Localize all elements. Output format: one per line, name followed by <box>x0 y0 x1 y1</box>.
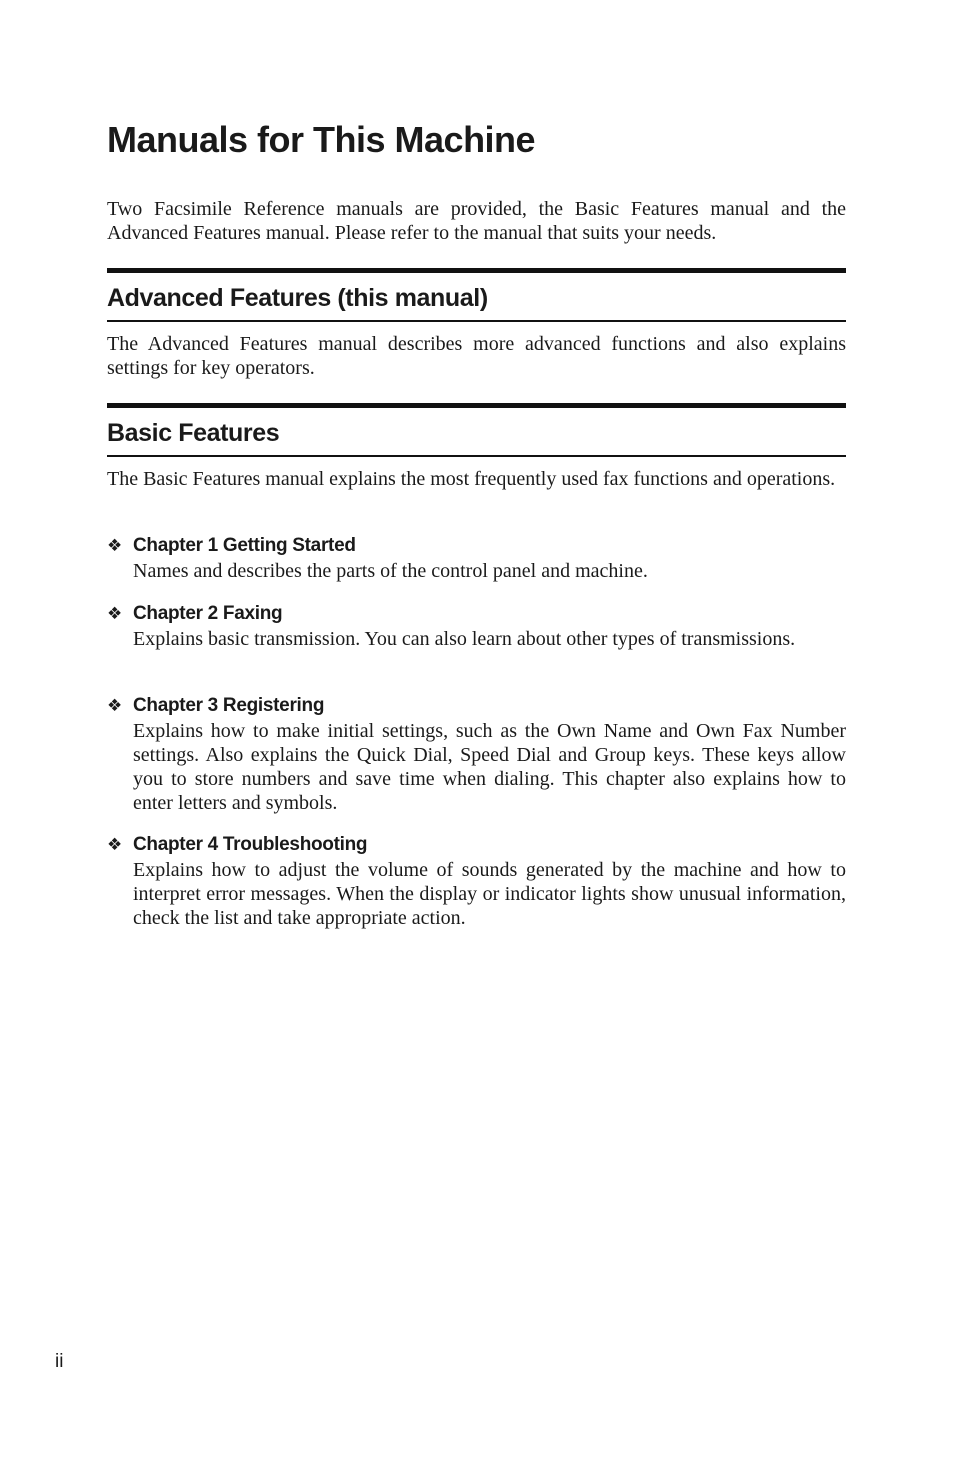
section-rule-bottom <box>107 320 846 322</box>
chapter-heading <box>107 693 846 719</box>
diamond-bullet-icon: ❖ <box>107 536 122 556</box>
section-heading-basic: Basic Features <box>107 419 280 447</box>
section-rule-top <box>107 268 846 273</box>
chapter-item <box>107 832 846 930</box>
page-title: Manuals for This Machine <box>107 119 536 160</box>
diamond-bullet-icon: ❖ <box>107 835 122 855</box>
section-heading-advanced: Advanced Features (this manual) <box>107 284 488 312</box>
chapter-item <box>107 693 846 815</box>
page-number: ii <box>55 1351 64 1372</box>
chapter-item <box>107 601 846 651</box>
chapter-title: Chapter 3 Registering <box>133 695 325 716</box>
diamond-bullet-icon: ❖ <box>107 604 122 624</box>
section-text-basic: The Basic Features manual explains the most frequently used fax functions and operations. <box>107 468 836 490</box>
chapter-heading <box>107 533 846 559</box>
chapter-description: Explains basic transmission. You can also learn about other types of transmissions. <box>133 628 796 650</box>
section-rule-top <box>107 403 846 408</box>
section-rule-bottom <box>107 455 846 457</box>
section-text-advanced: The Advanced Features manual describes more advanced functions and also explains settings for key operators. <box>107 333 846 379</box>
chapter-item <box>107 533 846 583</box>
intro-paragraph: Two Facsimile Reference manuals are provided, the Basic Features manual and the Advanced Features manual. Please refer to the manual that suits your needs. <box>107 198 846 244</box>
chapter-title: Chapter 4 Troubleshooting <box>133 834 368 855</box>
chapter-title: Chapter 2 Faxing <box>133 603 283 624</box>
chapter-heading <box>107 601 846 627</box>
chapter-description: Names and describes the parts of the control panel and machine. <box>133 560 648 582</box>
chapter-heading <box>107 832 846 858</box>
diamond-bullet-icon: ❖ <box>107 696 122 716</box>
chapter-description: Explains how to make initial settings, such as the Own Name and Own Fax Number settings. Also explains the Quick Dial, Speed Dial and Group keys. These keys allow you to store numbers and save time when dialing. This chapter also explains how to enter letters and symbols. <box>133 720 846 814</box>
chapter-title: Chapter 1 Getting Started <box>133 535 356 556</box>
chapter-description: Explains how to adjust the volume of sounds generated by the machine and how to interpret error messages. When the display or indicator lights show unusual information, check the list and take appropriate action. <box>133 859 846 929</box>
